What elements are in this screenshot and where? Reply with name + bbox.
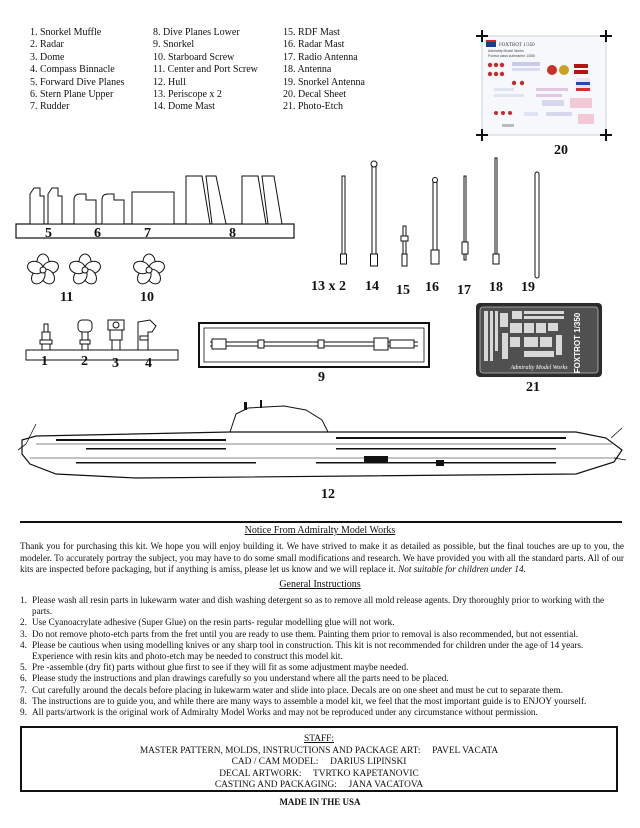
- list-item: 2. Use Cyanoacrylate adhesive (Super Glue) on the resin parts- regular modelling glue will not work.: [20, 617, 395, 628]
- fret-brand-text: Admiralty Model Works: [510, 365, 568, 371]
- list-item: 7. Cut carefully around the decals before placing in lukewarm water and slide into place. Decals are on one sheet and must be cut to separate them.: [20, 684, 563, 695]
- parts-list-col1: [30, 27, 124, 114]
- instruction-text: Pre -assemble (dry fit) parts without glue first to see if they will fit as some adjustment maybe needed.: [32, 662, 409, 673]
- parts-item: 4. Compass Binnacle: [30, 64, 115, 76]
- list-item: 1. Please wash all resin parts in lukewarm water and dish washing detergent so as to remove all mold release agents. Dry thoroughly prior to working with the parts.: [20, 595, 605, 617]
- part-label-4: 4: [145, 356, 152, 371]
- staff-box: [20, 726, 618, 792]
- decal-brand: Admiralty Model Works: [488, 49, 524, 53]
- list-item: 4. Please be cautious when using modelling knives or any sharp tool in construction. This kit is not recommended for children under the age of 14 years. Experience with resin kits and photo-etch may be needed to construct this model kit.: [20, 639, 584, 662]
- parts-item: 6. Stern Plane Upper: [30, 89, 114, 101]
- part-label-9: 9: [318, 370, 325, 385]
- part-label-3: 3: [112, 356, 119, 371]
- part-label-14: 14: [365, 279, 379, 294]
- parts-item: 17. Radio Antenna: [283, 51, 358, 63]
- instructions-list: [20, 595, 624, 718]
- parts-list-col2: [153, 27, 258, 114]
- parts-item: 21. Photo-Etch: [283, 101, 343, 113]
- notice-text: Thank you for purchasing this kit. We hope you will enjoy building it. We have strived to make it as detailed as possible, but the final touches are up to you, the modeler. To accurately portray the subject, you may have to do some small modifications and research. We have provided you with all the standard parts. All of our kits are inspected before packaging, but if anything is amiss, please let us know and we will replace it.: [20, 541, 624, 574]
- staff-line: CAD / CAM MODEL: DARIUS LIPINSKI: [231, 757, 407, 767]
- part-label-16: 16: [425, 280, 439, 295]
- part-label-2: 2: [81, 354, 88, 369]
- parts-item: 8. Dive Planes Lower: [153, 27, 240, 38]
- part-label-10: 10: [140, 290, 154, 305]
- parts-item: 1. Snorkel Muffle: [30, 27, 102, 38]
- part-label-21: 21: [526, 380, 540, 395]
- resin-block-parts-5-8: [16, 170, 296, 242]
- hull-part-12: [16, 398, 628, 490]
- parts-item: 2. Radar: [30, 39, 64, 51]
- staff-title: STAFF:: [304, 734, 334, 744]
- decal-title: FOXTROT 1/350: [499, 43, 535, 48]
- notice-body: [20, 541, 624, 576]
- part-label-18: 18: [489, 280, 503, 295]
- part-label-6: 6: [94, 226, 101, 241]
- part-label-13: 13 x 2: [311, 279, 346, 294]
- screws-parts-10-11: [28, 254, 178, 288]
- part-label-12: 12: [321, 487, 335, 502]
- instructions-title: General Instructions: [279, 579, 361, 590]
- instruction-text: Please be cautious when using modelling knives or any sharp tool in construction. This kit is not recommended for children under the age of 14 years. Experience with resin kits and photo-etch may be needed to construct this model kit.: [32, 639, 584, 662]
- parts-item: 13. Periscope x 2: [153, 89, 222, 101]
- fret-model-text: FOXTROT 1/350: [573, 312, 582, 374]
- instruction-text: Do not remove photo-etch parts from the fret until you are ready to use them. Painting them prior to removal is also recommended, but not essential.: [32, 628, 579, 639]
- parts-item: 9. Snorkel: [153, 39, 195, 51]
- parts-list-col3: [283, 27, 365, 114]
- instruction-text: The instructions are to guide you, and while there are many ways to assemble a model kit, we feel that the most important guide is to ENJOY yourself.: [32, 695, 587, 706]
- parts-item: 11. Center and Port Screw: [153, 64, 258, 76]
- part-label-19: 19: [521, 280, 535, 295]
- masts-parts-13-19: [330, 158, 550, 278]
- notice-title: Notice From Admiralty Model Works: [244, 525, 396, 536]
- part-label-20: 20: [554, 143, 568, 158]
- part-label-1: 1: [41, 354, 48, 369]
- staff-line: DECAL ARTWORK: TVRTKO KAPETANOVIC: [219, 768, 419, 779]
- instruction-text: Please wash all resin parts in lukewarm water and dish washing detergent so as to remove all mold release agents. Dry thoroughly prior to working with the parts.: [32, 595, 605, 617]
- part-label-7: 7: [144, 226, 151, 241]
- parts-item: 5. Forward Dive Planes: [30, 76, 125, 88]
- part-label-8: 8: [229, 226, 236, 241]
- parts-item: 20. Decal Sheet: [283, 89, 347, 101]
- parts-item: 3. Dome: [30, 51, 65, 63]
- staff-line: MASTER PATTERN, MOLDS, INSTRUCTIONS AND PACKAGE ART: PAVEL VACATA: [139, 745, 499, 756]
- notice-warning: Not suitable for children under 14.: [398, 564, 526, 574]
- parts-item: 18. Antenna: [283, 64, 332, 76]
- top-divider: [20, 521, 622, 523]
- instruction-text: Please study the instructions and plan drawings carefully so you understand where all the parts need to be placed.: [32, 673, 449, 684]
- parts-item: 19. Snorkel Antenna: [283, 76, 365, 88]
- parts-item: 15. RDF Mast: [283, 27, 340, 38]
- list-item: 8. The instructions are to guide you, and while there are many ways to assemble a model kit, we feel that the most important guide is to ENJOY yourself.: [20, 695, 587, 706]
- decal-subtitle: Foxtrot class submarine 1/350: [488, 54, 535, 58]
- part-label-15: 15: [396, 283, 410, 298]
- part-label-17: 17: [457, 283, 471, 298]
- part-label-5: 5: [45, 226, 52, 241]
- staff-line: CASTING AND PACKAGING: JANA VACATOVA: [214, 780, 424, 790]
- parts-item: 14. Dome Mast: [153, 101, 215, 113]
- parts-item: 7. Rudder: [30, 101, 70, 113]
- resin-block-parts-1-4: [26, 314, 180, 362]
- instruction-text: Cut carefully around the decals before placing in lukewarm water and slide into place. Decals are on one sheet and must be cut to separate them.: [32, 684, 563, 695]
- list-item: 3. Do not remove photo-etch parts from the fret until you are ready to use them. Painting them prior to removal is also recommended, but not essential.: [20, 628, 579, 639]
- part-label-11: 11: [60, 290, 74, 305]
- instruction-text: Use Cyanoacrylate adhesive (Super Glue) on the resin parts- regular modelling glue will not work.: [32, 617, 395, 628]
- parts-item: 10. Starboard Screw: [153, 51, 235, 63]
- list-item: 9. All parts/artwork is the original work of Admiralty Model Works and may not be reproduced under any circumstance without permission.: [20, 707, 538, 718]
- made-in-label: MADE IN THE USA: [279, 797, 361, 807]
- snorkel-part-9: [198, 322, 430, 368]
- parts-item: 16. Radar Mast: [283, 39, 345, 51]
- list-item: 5. Pre -assemble (dry fit) parts without glue first to see if they will fit as some adjustment maybe needed.: [20, 662, 409, 673]
- list-item: 6. Please study the instructions and plan drawings carefully so you understand where all the parts need to be placed.: [20, 673, 449, 684]
- parts-item: 12. Hull: [153, 76, 186, 88]
- instruction-text: All parts/artwork is the original work of Admiralty Model Works and may not be reproduced under any circumstance without permission.: [32, 707, 538, 718]
- photo-etch-fret: [476, 303, 602, 377]
- decal-sheet-image: [474, 28, 614, 143]
